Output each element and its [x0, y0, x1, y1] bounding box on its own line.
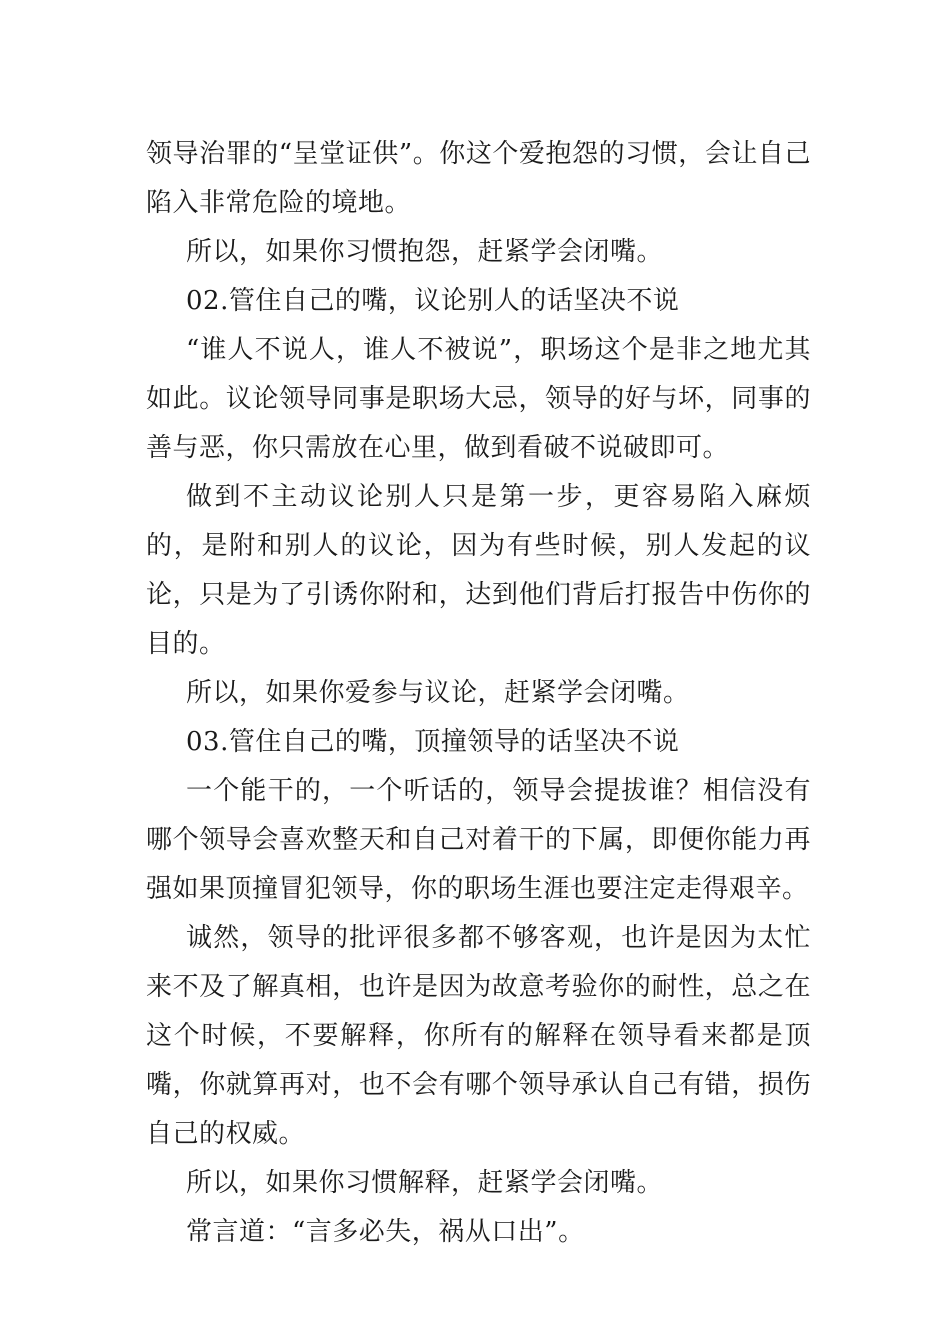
section-heading-02: 02.管住自己的嘴，议论别人的话坚决不说: [186, 286, 680, 316]
paragraph-conclusion: 所以，如果你爱参与议论，赶紧学会闭嘴。: [186, 678, 690, 708]
document-body: [146, 130, 811, 1257]
paragraph-conclusion: 所以，如果你习惯解释，赶紧学会闭嘴。: [186, 1168, 664, 1198]
paragraph-body: 做到不主动议论别人只是第一步，更容易陷入麻烦的，是附和别人的议论，因为有些时候，别人发起的议论，只是为了引诱你附和，达到他们背后打报告中伤你的目的。: [146, 482, 811, 659]
paragraph-body: 诚然，领导的批评很多都不够客观，也许是因为太忙来不及了解真相，也许是因为故意考验你的耐性，总之在这个时候，不要解释，你所有的解释在领导看来都是顶嘴，你就算再对，也不会有哪个领导承认自己有错，损伤自己的权威。: [146, 923, 811, 1149]
paragraph-conclusion: 所以，如果你习惯抱怨，赶紧学会闭嘴。: [186, 237, 664, 267]
paragraph-continuation: 领导治罪的“呈堂证供”。你这个爱抱怨的习惯，会让自己陷入非常危险的境地。: [146, 139, 811, 218]
paragraph-body: “谁人不说人，谁人不被说”，职场这个是非之地尤其如此。议论领导同事是职场大忌，领导的好与坏，同事的善与恶，你只需放在心里，做到看破不说破即可。: [146, 335, 811, 463]
section-heading-03: 03.管住自己的嘴，顶撞领导的话坚决不说: [186, 727, 680, 757]
paragraph-quote: 常言道：“言多必失，祸从口出”。: [186, 1217, 585, 1247]
paragraph-body: 一个能干的，一个听话的，领导会提拔谁？相信没有哪个领导会喜欢整天和自己对着干的下属，即便你能力再强如果顶撞冒犯领导，你的职场生涯也要注定走得艰辛。: [146, 776, 811, 904]
